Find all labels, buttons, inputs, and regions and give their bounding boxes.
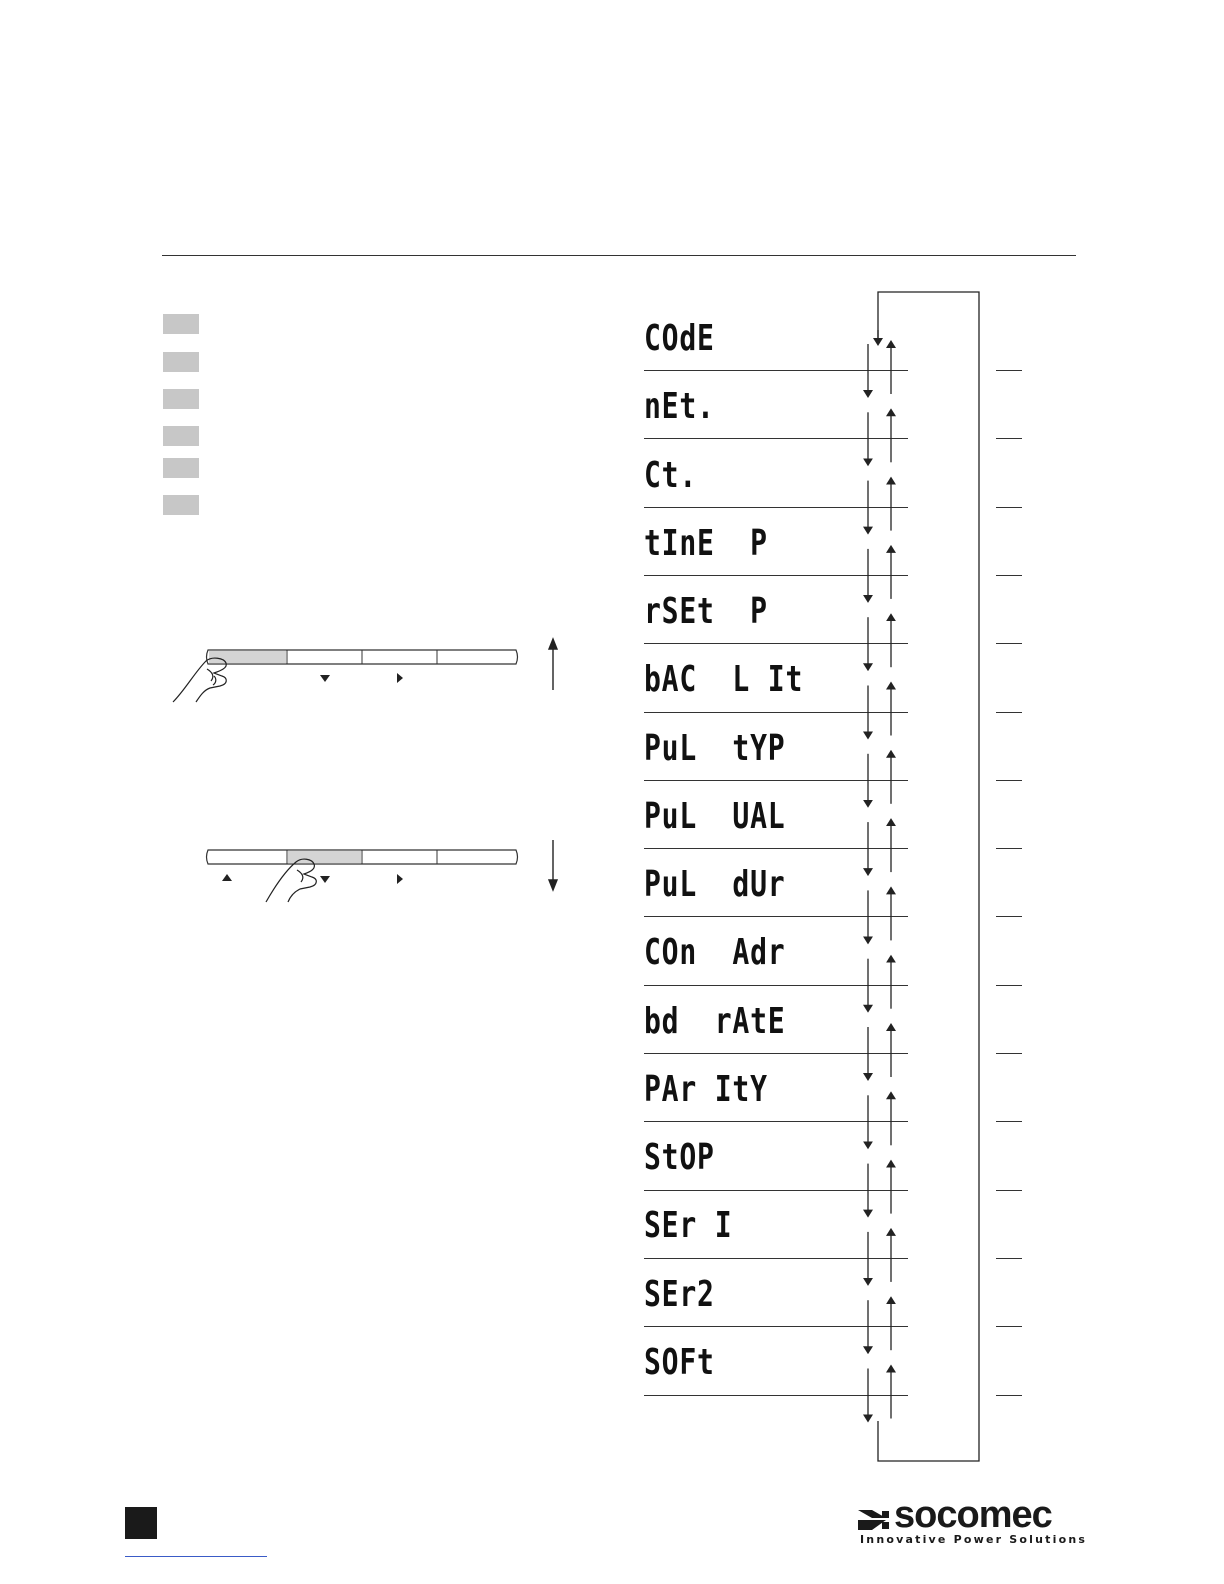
lcd-label: rSEt P (644, 590, 768, 632)
lcd-label: Ct. (644, 454, 698, 496)
lcd-label: StOP (644, 1136, 715, 1178)
loop-line (878, 292, 979, 1461)
lcd-label: nEt. (644, 385, 715, 427)
lcd-label: tInE P (644, 522, 768, 564)
lcd-label: SEr I (644, 1204, 733, 1246)
lcd-label: bd rAtE (644, 1000, 786, 1042)
lcd-label: PuL dUr (644, 863, 786, 905)
brand-name: socomec (894, 1494, 1052, 1536)
lcd-label: PAr ItY (644, 1068, 768, 1110)
lcd-label: PuL UAL (644, 795, 786, 837)
lcd-label: SEr2 (644, 1273, 715, 1315)
footer-link-underline (125, 1556, 267, 1557)
brand-tagline: Innovative Power Solutions (860, 1533, 1088, 1546)
lcd-label: COn Adr (644, 931, 786, 973)
lcd-label: SOFt (644, 1341, 715, 1383)
lcd-label: COdE (644, 317, 715, 359)
page-number-block (125, 1507, 157, 1539)
socomec-logo (856, 1494, 1088, 1550)
lcd-label: bAC L It (644, 658, 804, 700)
lcd-label: PuL tYP (644, 727, 786, 769)
